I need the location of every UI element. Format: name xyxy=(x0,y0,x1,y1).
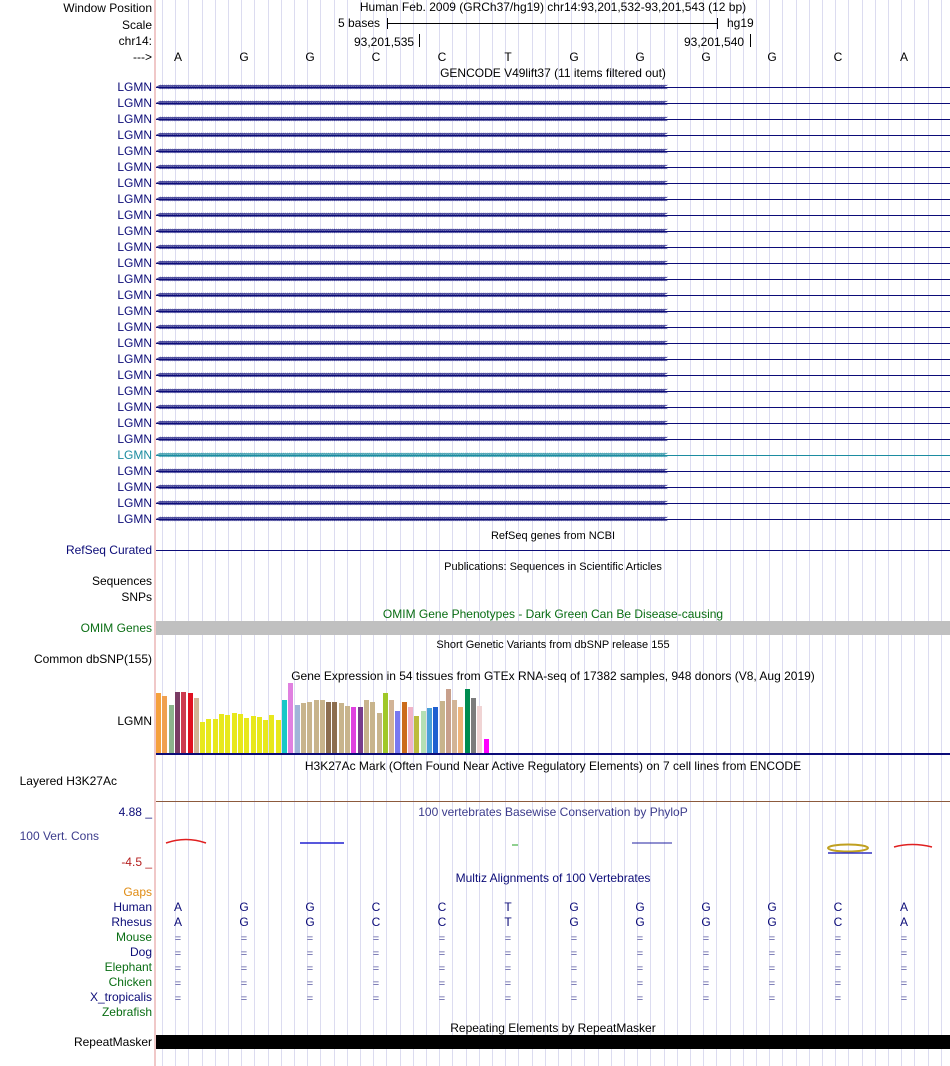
gtex-tissue-bar[interactable] xyxy=(257,717,262,753)
publications-track-title: Publications: Sequences in Scientific Articles xyxy=(444,561,662,573)
gtex-tissue-bar[interactable] xyxy=(263,720,268,753)
alignment-match-symbol: = xyxy=(372,933,380,945)
gene-strand-arrows: <<<<<<<<<<<<<<<<<<<<<<<<<<<<<<<<<<<<<<<<<<<<<<<<<<<<<<<<<<<<<<<<<<<<<<<<<<<<<<<<<<<<<<<<<<<<<<<<<<<<<<<<<<<<<<<<<<<<<<<<<<<<<<<<<<<<<<<<<<<<<<<<<<<<<<<<<<<<<<<<<<<<<<<<<<<<<<<<<<<<<<<<<<<<<<<<<<<<<<<<<<<<<<<<<<<<<<<<<<<<<<<<<<<<<<<<<<<<<<<<<<<<<<<<<<<<<<<<<<<< xyxy=(156,291,665,300)
alignment-match-symbol: = xyxy=(702,933,710,945)
alignment-base: C xyxy=(437,900,447,914)
alignment-match-symbol: = xyxy=(900,978,908,990)
gene-label-lgmn[interactable]: LGMN xyxy=(117,464,152,478)
gtex-tissue-bar[interactable] xyxy=(219,714,224,753)
gtex-tissue-bar[interactable] xyxy=(156,693,161,753)
alignment-match-symbol: = xyxy=(372,963,380,975)
dna-base: G xyxy=(701,50,711,64)
gene-label-lgmn[interactable]: LGMN xyxy=(117,368,152,382)
alignment-match-symbol: = xyxy=(900,948,908,960)
gtex-tissue-bar[interactable] xyxy=(351,707,356,753)
gene-strand-arrows: <<<<<<<<<<<<<<<<<<<<<<<<<<<<<<<<<<<<<<<<<<<<<<<<<<<<<<<<<<<<<<<<<<<<<<<<<<<<<<<<<<<<<<<<<<<<<<<<<<<<<<<<<<<<<<<<<<<<<<<<<<<<<<<<<<<<<<<<<<<<<<<<<<<<<<<<<<<<<<<<<<<<<<<<<<<<<<<<<<<<<<<<<<<<<<<<<<<<<<<<<<<<<<<<<<<<<<<<<<<<<<<<<<<<<<<<<<<<<<<<<<<<<<<<<<<<<<<<<<<< xyxy=(156,115,665,124)
gene-label-lgmn[interactable]: LGMN xyxy=(117,400,152,414)
gene-label-lgmn[interactable]: LGMN xyxy=(117,352,152,366)
position-tick-1 xyxy=(419,34,420,47)
species-human-label[interactable]: Human xyxy=(113,900,152,914)
gene-strand-arrows: <<<<<<<<<<<<<<<<<<<<<<<<<<<<<<<<<<<<<<<<<<<<<<<<<<<<<<<<<<<<<<<<<<<<<<<<<<<<<<<<<<<<<<<<<<<<<<<<<<<<<<<<<<<<<<<<<<<<<<<<<<<<<<<<<<<<<<<<<<<<<<<<<<<<<<<<<<<<<<<<<<<<<<<<<<<<<<<<<<<<<<<<<<<<<<<<<<<<<<<<<<<<<<<<<<<<<<<<<<<<<<<<<<<<<<<<<<<<<<<<<<<<<<<<<<<<<<<<<<<< xyxy=(156,275,665,284)
gtex-tissue-bar[interactable] xyxy=(383,693,388,753)
gene-strand-arrows: <<<<<<<<<<<<<<<<<<<<<<<<<<<<<<<<<<<<<<<<<<<<<<<<<<<<<<<<<<<<<<<<<<<<<<<<<<<<<<<<<<<<<<<<<<<<<<<<<<<<<<<<<<<<<<<<<<<<<<<<<<<<<<<<<<<<<<<<<<<<<<<<<<<<<<<<<<<<<<<<<<<<<<<<<<<<<<<<<<<<<<<<<<<<<<<<<<<<<<<<<<<<<<<<<<<<<<<<<<<<<<<<<<<<<<<<<<<<<<<<<<<<<<<<<<<<<<<<<<<< xyxy=(156,307,665,316)
omim-genes-label[interactable]: OMIM Genes xyxy=(80,621,152,635)
alignment-match-symbol: = xyxy=(834,963,842,975)
gene-label-lgmn[interactable]: LGMN xyxy=(117,112,152,126)
alignment-base: C xyxy=(833,915,843,929)
alignment-match-symbol: = xyxy=(768,963,776,975)
alignment-match-symbol: = xyxy=(900,993,908,1005)
alignment-match-symbol: = xyxy=(636,933,644,945)
gtex-tissue-bar[interactable] xyxy=(288,683,293,753)
gtex-tissue-bar[interactable] xyxy=(162,696,167,753)
alignment-base: T xyxy=(504,900,512,914)
alignment-match-symbol: = xyxy=(570,948,578,960)
gtex-tissue-bar[interactable] xyxy=(452,700,457,753)
alignment-match-symbol: = xyxy=(306,948,314,960)
alignment-match-symbol: = xyxy=(504,963,512,975)
alignment-base: G xyxy=(569,915,579,929)
alignment-match-symbol: = xyxy=(636,978,644,990)
alignment-match-symbol: = xyxy=(372,993,380,1005)
gtex-tissue-bar[interactable] xyxy=(326,702,331,753)
gene-label-lgmn[interactable]: LGMN xyxy=(117,384,152,398)
gtex-tissue-bar[interactable] xyxy=(433,707,438,753)
gene-strand-arrows: <<<<<<<<<<<<<<<<<<<<<<<<<<<<<<<<<<<<<<<<<<<<<<<<<<<<<<<<<<<<<<<<<<<<<<<<<<<<<<<<<<<<<<<<<<<<<<<<<<<<<<<<<<<<<<<<<<<<<<<<<<<<<<<<<<<<<<<<<<<<<<<<<<<<<<<<<<<<<<<<<<<<<<<<<<<<<<<<<<<<<<<<<<<<<<<<<<<<<<<<<<<<<<<<<<<<<<<<<<<<<<<<<<<<<<<<<<<<<<<<<<<<<<<<<<<<<<<<<<<< xyxy=(156,451,665,460)
gtex-tissue-bar[interactable] xyxy=(395,711,400,753)
alignment-match-symbol: = xyxy=(504,978,512,990)
gene-strand-arrows: <<<<<<<<<<<<<<<<<<<<<<<<<<<<<<<<<<<<<<<<<<<<<<<<<<<<<<<<<<<<<<<<<<<<<<<<<<<<<<<<<<<<<<<<<<<<<<<<<<<<<<<<<<<<<<<<<<<<<<<<<<<<<<<<<<<<<<<<<<<<<<<<<<<<<<<<<<<<<<<<<<<<<<<<<<<<<<<<<<<<<<<<<<<<<<<<<<<<<<<<<<<<<<<<<<<<<<<<<<<<<<<<<<<<<<<<<<<<<<<<<<<<<<<<<<<<<<<<<<<< xyxy=(156,323,665,332)
alignment-base: A xyxy=(899,900,908,914)
gene-label-lgmn[interactable]: LGMN xyxy=(117,432,152,446)
gtex-tissue-bar[interactable] xyxy=(295,705,300,753)
alignment-match-symbol: = xyxy=(570,933,578,945)
gene-label-lgmn[interactable]: LGMN xyxy=(117,336,152,350)
alignment-match-symbol: = xyxy=(702,963,710,975)
alignment-match-symbol: = xyxy=(306,993,314,1005)
dna-base: C xyxy=(437,50,447,64)
scale-bar xyxy=(387,23,718,24)
alignment-match-symbol: = xyxy=(636,948,644,960)
track-labels-column xyxy=(0,0,154,1066)
gene-strand-arrows: <<<<<<<<<<<<<<<<<<<<<<<<<<<<<<<<<<<<<<<<<<<<<<<<<<<<<<<<<<<<<<<<<<<<<<<<<<<<<<<<<<<<<<<<<<<<<<<<<<<<<<<<<<<<<<<<<<<<<<<<<<<<<<<<<<<<<<<<<<<<<<<<<<<<<<<<<<<<<<<<<<<<<<<<<<<<<<<<<<<<<<<<<<<<<<<<<<<<<<<<<<<<<<<<<<<<<<<<<<<<<<<<<<<<<<<<<<<<<<<<<<<<<<<<<<<<<<<<<<<< xyxy=(156,259,665,268)
alignment-match-symbol: = xyxy=(174,963,182,975)
alignment-match-symbol: = xyxy=(240,933,248,945)
dna-base: C xyxy=(833,50,843,64)
gene-label-lgmn[interactable]: LGMN xyxy=(117,144,152,158)
window-position-label[interactable]: Window Position xyxy=(63,1,152,15)
gene-label-lgmn[interactable]: LGMN xyxy=(117,80,152,94)
gene-strand-arrows: <<<<<<<<<<<<<<<<<<<<<<<<<<<<<<<<<<<<<<<<<<<<<<<<<<<<<<<<<<<<<<<<<<<<<<<<<<<<<<<<<<<<<<<<<<<<<<<<<<<<<<<<<<<<<<<<<<<<<<<<<<<<<<<<<<<<<<<<<<<<<<<<<<<<<<<<<<<<<<<<<<<<<<<<<<<<<<<<<<<<<<<<<<<<<<<<<<<<<<<<<<<<<<<<<<<<<<<<<<<<<<<<<<<<<<<<<<<<<<<<<<<<<<<<<<<<<<<<<<<< xyxy=(156,195,665,204)
gtex-tissue-bar[interactable] xyxy=(402,702,407,753)
alignment-base: G xyxy=(767,915,777,929)
gtex-tissue-bar[interactable] xyxy=(446,689,451,753)
gtex-tissue-bar[interactable] xyxy=(244,718,249,753)
alignment-match-symbol: = xyxy=(504,933,512,945)
alignment-match-symbol: = xyxy=(438,963,446,975)
alignment-base: T xyxy=(504,915,512,929)
gene-label-lgmn[interactable]: LGMN xyxy=(117,160,152,174)
gtex-tissue-bar[interactable] xyxy=(269,715,274,753)
gene-strand-arrows: <<<<<<<<<<<<<<<<<<<<<<<<<<<<<<<<<<<<<<<<<<<<<<<<<<<<<<<<<<<<<<<<<<<<<<<<<<<<<<<<<<<<<<<<<<<<<<<<<<<<<<<<<<<<<<<<<<<<<<<<<<<<<<<<<<<<<<<<<<<<<<<<<<<<<<<<<<<<<<<<<<<<<<<<<<<<<<<<<<<<<<<<<<<<<<<<<<<<<<<<<<<<<<<<<<<<<<<<<<<<<<<<<<<<<<<<<<<<<<<<<<<<<<<<<<<<<<<<<<<< xyxy=(156,211,665,220)
gtex-tissue-bar[interactable] xyxy=(332,702,337,753)
alignment-match-symbol: = xyxy=(768,993,776,1005)
phylop-signal[interactable] xyxy=(156,830,950,860)
gtex-tissue-bar[interactable] xyxy=(458,707,463,753)
alignment-match-symbol: = xyxy=(570,963,578,975)
gene-strand-arrows: <<<<<<<<<<<<<<<<<<<<<<<<<<<<<<<<<<<<<<<<<<<<<<<<<<<<<<<<<<<<<<<<<<<<<<<<<<<<<<<<<<<<<<<<<<<<<<<<<<<<<<<<<<<<<<<<<<<<<<<<<<<<<<<<<<<<<<<<<<<<<<<<<<<<<<<<<<<<<<<<<<<<<<<<<<<<<<<<<<<<<<<<<<<<<<<<<<<<<<<<<<<<<<<<<<<<<<<<<<<<<<<<<<<<<<<<<<<<<<<<<<<<<<<<<<<<<<<<<<<< xyxy=(156,355,665,364)
alignment-match-symbol: = xyxy=(438,993,446,1005)
gtex-tissue-bar[interactable] xyxy=(358,707,363,753)
alignment-match-symbol: = xyxy=(174,978,182,990)
gene-strand-arrows: <<<<<<<<<<<<<<<<<<<<<<<<<<<<<<<<<<<<<<<<<<<<<<<<<<<<<<<<<<<<<<<<<<<<<<<<<<<<<<<<<<<<<<<<<<<<<<<<<<<<<<<<<<<<<<<<<<<<<<<<<<<<<<<<<<<<<<<<<<<<<<<<<<<<<<<<<<<<<<<<<<<<<<<<<<<<<<<<<<<<<<<<<<<<<<<<<<<<<<<<<<<<<<<<<<<<<<<<<<<<<<<<<<<<<<<<<<<<<<<<<<<<<<<<<<<<<<<<<<<< xyxy=(156,163,665,172)
gencode-track-title: GENCODE V49lift37 (11 items filtered out) xyxy=(440,66,666,80)
alignment-base: G xyxy=(239,900,249,914)
gene-label-lgmn[interactable]: LGMN xyxy=(117,496,152,510)
alignment-match-symbol: = xyxy=(570,978,578,990)
repeatmasker-bar[interactable] xyxy=(156,1035,950,1049)
alignment-base: C xyxy=(437,915,447,929)
alignment-match-symbol: = xyxy=(504,993,512,1005)
gtex-tissue-bar[interactable] xyxy=(427,708,432,753)
gene-label-lgmn[interactable]: LGMN xyxy=(117,272,152,286)
gene-label-lgmn[interactable]: LGMN xyxy=(117,176,152,190)
species-dog-label[interactable]: Dog xyxy=(129,945,152,959)
gtex-tissue-bar[interactable] xyxy=(465,689,470,753)
alignment-base: A xyxy=(899,915,908,929)
alignment-match-symbol: = xyxy=(372,948,380,960)
gene-label-lgmn[interactable]: LGMN xyxy=(117,256,152,270)
position-tick-2 xyxy=(750,34,751,47)
alignment-match-symbol: = xyxy=(702,948,710,960)
alignment-match-symbol: = xyxy=(504,948,512,960)
gene-strand-arrows: <<<<<<<<<<<<<<<<<<<<<<<<<<<<<<<<<<<<<<<<<<<<<<<<<<<<<<<<<<<<<<<<<<<<<<<<<<<<<<<<<<<<<<<<<<<<<<<<<<<<<<<<<<<<<<<<<<<<<<<<<<<<<<<<<<<<<<<<<<<<<<<<<<<<<<<<<<<<<<<<<<<<<<<<<<<<<<<<<<<<<<<<<<<<<<<<<<<<<<<<<<<<<<<<<<<<<<<<<<<<<<<<<<<<<<<<<<<<<<<<<<<<<<<<<<<<<<<<<<<< xyxy=(156,387,665,396)
gtex-baseline xyxy=(156,753,950,755)
snps-label[interactable]: SNPs xyxy=(121,590,152,604)
gtex-tissue-bar[interactable] xyxy=(200,722,205,753)
gtex-tissue-bar[interactable] xyxy=(320,700,325,753)
common-dbsnp-label[interactable]: Common dbSNP(155) xyxy=(33,652,152,666)
alignment-match-symbol: = xyxy=(834,993,842,1005)
gtex-tissue-bar[interactable] xyxy=(421,711,426,753)
alignment-match-symbol: = xyxy=(900,963,908,975)
species-zebrafish-label[interactable]: Zebrafish xyxy=(101,1005,152,1019)
dna-base: G xyxy=(239,50,249,64)
vert-cons-label[interactable]: 100 Vert. Cons xyxy=(19,829,99,843)
dna-base: A xyxy=(173,50,182,64)
species-elephant-label[interactable]: Elephant xyxy=(104,960,152,974)
alignment-match-symbol: = xyxy=(240,978,248,990)
alignment-base: G xyxy=(569,900,579,914)
gtex-tissue-bar[interactable] xyxy=(471,698,476,753)
alignment-base: C xyxy=(371,900,381,914)
gene-label-lgmn[interactable]: LGMN xyxy=(117,416,152,430)
alignment-base: G xyxy=(239,915,249,929)
gene-label-lgmn[interactable]: LGMN xyxy=(117,288,152,302)
species-chicken-label[interactable]: Chicken xyxy=(108,975,152,989)
gene-label-lgmn[interactable]: LGMN xyxy=(117,192,152,206)
gene-label-lgmn[interactable]: LGMN xyxy=(117,208,152,222)
alignment-base: A xyxy=(173,900,182,914)
gene-label-lgmn[interactable]: LGMN xyxy=(117,96,152,110)
scale-label[interactable]: Scale xyxy=(121,18,152,32)
alignment-match-symbol: = xyxy=(306,933,314,945)
cons-min-label: -4.5 _ xyxy=(121,855,152,869)
h3k27ac-track-title: H3K27Ac Mark (Often Found Near Active Regulatory Elements) on 7 cell lines from ENCODE xyxy=(304,759,802,773)
alignment-match-symbol: = xyxy=(834,978,842,990)
gene-strand-arrows: <<<<<<<<<<<<<<<<<<<<<<<<<<<<<<<<<<<<<<<<<<<<<<<<<<<<<<<<<<<<<<<<<<<<<<<<<<<<<<<<<<<<<<<<<<<<<<<<<<<<<<<<<<<<<<<<<<<<<<<<<<<<<<<<<<<<<<<<<<<<<<<<<<<<<<<<<<<<<<<<<<<<<<<<<<<<<<<<<<<<<<<<<<<<<<<<<<<<<<<<<<<<<<<<<<<<<<<<<<<<<<<<<<<<<<<<<<<<<<<<<<<<<<<<<<<<<<<<<<<< xyxy=(156,403,665,412)
scale-bases-text: 5 bases xyxy=(338,16,381,30)
gtex-tissue-bar[interactable] xyxy=(377,713,382,753)
phylop-peak-5 xyxy=(828,845,868,852)
gene-strand-arrows: <<<<<<<<<<<<<<<<<<<<<<<<<<<<<<<<<<<<<<<<<<<<<<<<<<<<<<<<<<<<<<<<<<<<<<<<<<<<<<<<<<<<<<<<<<<<<<<<<<<<<<<<<<<<<<<<<<<<<<<<<<<<<<<<<<<<<<<<<<<<<<<<<<<<<<<<<<<<<<<<<<<<<<<<<<<<<<<<<<<<<<<<<<<<<<<<<<<<<<<<<<<<<<<<<<<<<<<<<<<<<<<<<<<<<<<<<<<<<<<<<<<<<<<<<<<<<<<<<<<< xyxy=(156,435,665,444)
alignment-match-symbol: = xyxy=(174,948,182,960)
omim-track-title: OMIM Gene Phenotypes - Dark Green Can Be Disease-causing xyxy=(382,607,724,621)
dna-base: G xyxy=(569,50,579,64)
gene-strand-arrows: <<<<<<<<<<<<<<<<<<<<<<<<<<<<<<<<<<<<<<<<<<<<<<<<<<<<<<<<<<<<<<<<<<<<<<<<<<<<<<<<<<<<<<<<<<<<<<<<<<<<<<<<<<<<<<<<<<<<<<<<<<<<<<<<<<<<<<<<<<<<<<<<<<<<<<<<<<<<<<<<<<<<<<<<<<<<<<<<<<<<<<<<<<<<<<<<<<<<<<<<<<<<<<<<<<<<<<<<<<<<<<<<<<<<<<<<<<<<<<<<<<<<<<<<<<<<<<<<<<<< xyxy=(156,99,665,108)
gtex-gene-label[interactable]: LGMN xyxy=(117,714,152,728)
alignment-match-symbol: = xyxy=(372,978,380,990)
alignment-match-symbol: = xyxy=(240,993,248,1005)
gtex-tissue-bar[interactable] xyxy=(213,719,218,753)
sequences-label[interactable]: Sequences xyxy=(91,574,152,588)
repeatmasker-label[interactable]: RepeatMasker xyxy=(73,1035,152,1049)
alignment-match-symbol: = xyxy=(702,993,710,1005)
refseq-gene-line[interactable] xyxy=(156,550,950,551)
strand-arrow-label[interactable]: ---> xyxy=(133,50,152,64)
gene-label-lgmn[interactable]: LGMN xyxy=(117,304,152,318)
gene-label-lgmn[interactable]: LGMN xyxy=(117,224,152,238)
omim-gene-bar[interactable] xyxy=(156,621,950,635)
multiz-track-title: Multiz Alignments of 100 Vertebrates xyxy=(455,871,651,885)
gtex-track-title: Gene Expression in 54 tissues from GTEx RNA-seq of 17382 samples, 948 donors (V8, Aug 2019) xyxy=(291,669,815,683)
gtex-tissue-bar[interactable] xyxy=(389,700,394,753)
alignment-base: G xyxy=(767,900,777,914)
gtex-tissue-bar[interactable] xyxy=(194,698,199,753)
gtex-tissue-bar[interactable] xyxy=(477,706,482,753)
gene-strand-arrows: <<<<<<<<<<<<<<<<<<<<<<<<<<<<<<<<<<<<<<<<<<<<<<<<<<<<<<<<<<<<<<<<<<<<<<<<<<<<<<<<<<<<<<<<<<<<<<<<<<<<<<<<<<<<<<<<<<<<<<<<<<<<<<<<<<<<<<<<<<<<<<<<<<<<<<<<<<<<<<<<<<<<<<<<<<<<<<<<<<<<<<<<<<<<<<<<<<<<<<<<<<<<<<<<<<<<<<<<<<<<<<<<<<<<<<<<<<<<<<<<<<<<<<<<<<<<<<<<<<<< xyxy=(156,243,665,252)
gene-label-lgmn[interactable]: LGMN xyxy=(117,320,152,334)
gtex-tissue-bar[interactable] xyxy=(440,701,445,753)
dna-base: G xyxy=(767,50,777,64)
gene-strand-arrows: <<<<<<<<<<<<<<<<<<<<<<<<<<<<<<<<<<<<<<<<<<<<<<<<<<<<<<<<<<<<<<<<<<<<<<<<<<<<<<<<<<<<<<<<<<<<<<<<<<<<<<<<<<<<<<<<<<<<<<<<<<<<<<<<<<<<<<<<<<<<<<<<<<<<<<<<<<<<<<<<<<<<<<<<<<<<<<<<<<<<<<<<<<<<<<<<<<<<<<<<<<<<<<<<<<<<<<<<<<<<<<<<<<<<<<<<<<<<<<<<<<<<<<<<<<<<<<<<<<<< xyxy=(156,483,665,492)
gene-strand-arrows: <<<<<<<<<<<<<<<<<<<<<<<<<<<<<<<<<<<<<<<<<<<<<<<<<<<<<<<<<<<<<<<<<<<<<<<<<<<<<<<<<<<<<<<<<<<<<<<<<<<<<<<<<<<<<<<<<<<<<<<<<<<<<<<<<<<<<<<<<<<<<<<<<<<<<<<<<<<<<<<<<<<<<<<<<<<<<<<<<<<<<<<<<<<<<<<<<<<<<<<<<<<<<<<<<<<<<<<<<<<<<<<<<<<<<<<<<<<<<<<<<<<<<<<<<<<<<<<<<<<< xyxy=(156,339,665,348)
gene-label-lgmn[interactable]: LGMN xyxy=(117,240,152,254)
phylop-track-title: 100 vertebrates Basewise Conservation by PhyloP xyxy=(418,805,688,819)
alignment-match-symbol: = xyxy=(570,993,578,1005)
assembly-position-text: Human Feb. 2009 (GRCh37/hg19) chr14:93,201,532-93,201,543 (12 bp) xyxy=(359,0,747,14)
alignment-match-symbol: = xyxy=(702,978,710,990)
dbsnp-track-title: Short Genetic Variants from dbSNP release 155 xyxy=(436,639,670,651)
repeatmasker-track-title: Repeating Elements by RepeatMasker xyxy=(450,1021,656,1035)
gtex-tissue-bar[interactable] xyxy=(188,693,193,753)
alignment-base: G xyxy=(305,900,315,914)
alignment-match-symbol: = xyxy=(240,948,248,960)
alignment-match-symbol: = xyxy=(174,933,182,945)
chrom-label[interactable]: chr14: xyxy=(118,34,152,48)
alignment-match-symbol: = xyxy=(438,933,446,945)
dna-base: A xyxy=(899,50,908,64)
refseq-curated-label[interactable]: RefSeq Curated xyxy=(65,543,152,557)
gtex-tissue-bar[interactable] xyxy=(282,700,287,753)
gtex-tissue-bar[interactable] xyxy=(238,714,243,753)
gtex-tissue-bar[interactable] xyxy=(225,715,230,753)
gene-strand-arrows: <<<<<<<<<<<<<<<<<<<<<<<<<<<<<<<<<<<<<<<<<<<<<<<<<<<<<<<<<<<<<<<<<<<<<<<<<<<<<<<<<<<<<<<<<<<<<<<<<<<<<<<<<<<<<<<<<<<<<<<<<<<<<<<<<<<<<<<<<<<<<<<<<<<<<<<<<<<<<<<<<<<<<<<<<<<<<<<<<<<<<<<<<<<<<<<<<<<<<<<<<<<<<<<<<<<<<<<<<<<<<<<<<<<<<<<<<<<<<<<<<<<<<<<<<<<<<<<<<<<< xyxy=(156,131,665,140)
scale-bar-left-tick xyxy=(387,18,388,29)
alignment-match-symbol: = xyxy=(306,963,314,975)
alignment-base: G xyxy=(701,900,711,914)
alignment-base: C xyxy=(371,915,381,929)
db-label: hg19 xyxy=(727,16,754,30)
gtex-tissue-bar[interactable] xyxy=(301,703,306,753)
gtex-tissue-bar[interactable] xyxy=(175,692,180,753)
gtex-tissue-bar[interactable] xyxy=(206,719,211,753)
gene-strand-arrows: <<<<<<<<<<<<<<<<<<<<<<<<<<<<<<<<<<<<<<<<<<<<<<<<<<<<<<<<<<<<<<<<<<<<<<<<<<<<<<<<<<<<<<<<<<<<<<<<<<<<<<<<<<<<<<<<<<<<<<<<<<<<<<<<<<<<<<<<<<<<<<<<<<<<<<<<<<<<<<<<<<<<<<<<<<<<<<<<<<<<<<<<<<<<<<<<<<<<<<<<<<<<<<<<<<<<<<<<<<<<<<<<<<<<<<<<<<<<<<<<<<<<<<<<<<<<<<<<<<<< xyxy=(156,227,665,236)
gtex-tissue-bar[interactable] xyxy=(339,703,344,753)
gene-strand-arrows: <<<<<<<<<<<<<<<<<<<<<<<<<<<<<<<<<<<<<<<<<<<<<<<<<<<<<<<<<<<<<<<<<<<<<<<<<<<<<<<<<<<<<<<<<<<<<<<<<<<<<<<<<<<<<<<<<<<<<<<<<<<<<<<<<<<<<<<<<<<<<<<<<<<<<<<<<<<<<<<<<<<<<<<<<<<<<<<<<<<<<<<<<<<<<<<<<<<<<<<<<<<<<<<<<<<<<<<<<<<<<<<<<<<<<<<<<<<<<<<<<<<<<<<<<<<<<<<<<<<< xyxy=(156,147,665,156)
gene-strand-arrows: <<<<<<<<<<<<<<<<<<<<<<<<<<<<<<<<<<<<<<<<<<<<<<<<<<<<<<<<<<<<<<<<<<<<<<<<<<<<<<<<<<<<<<<<<<<<<<<<<<<<<<<<<<<<<<<<<<<<<<<<<<<<<<<<<<<<<<<<<<<<<<<<<<<<<<<<<<<<<<<<<<<<<<<<<<<<<<<<<<<<<<<<<<<<<<<<<<<<<<<<<<<<<<<<<<<<<<<<<<<<<<<<<<<<<<<<<<<<<<<<<<<<<<<<<<<<<<<<<<<< xyxy=(156,179,665,188)
gtex-tissue-bar[interactable] xyxy=(169,705,174,753)
gene-label-lgmn[interactable]: LGMN xyxy=(117,128,152,142)
alignment-base: C xyxy=(833,900,843,914)
refseq-track-title: RefSeq genes from NCBI xyxy=(490,530,616,542)
gtex-tissue-bar[interactable] xyxy=(408,707,413,753)
track-data-area[interactable] xyxy=(156,0,950,1066)
gene-label-lgmn[interactable]: LGMN xyxy=(117,448,152,462)
alignment-match-symbol: = xyxy=(438,948,446,960)
dna-base: G xyxy=(635,50,645,64)
dna-base: G xyxy=(305,50,315,64)
position-label-1: 93,201,535 xyxy=(354,35,415,49)
species-rhesus-label[interactable]: Rhesus xyxy=(111,915,152,929)
gtex-tissue-bar[interactable] xyxy=(181,692,186,753)
gene-strand-arrows: <<<<<<<<<<<<<<<<<<<<<<<<<<<<<<<<<<<<<<<<<<<<<<<<<<<<<<<<<<<<<<<<<<<<<<<<<<<<<<<<<<<<<<<<<<<<<<<<<<<<<<<<<<<<<<<<<<<<<<<<<<<<<<<<<<<<<<<<<<<<<<<<<<<<<<<<<<<<<<<<<<<<<<<<<<<<<<<<<<<<<<<<<<<<<<<<<<<<<<<<<<<<<<<<<<<<<<<<<<<<<<<<<<<<<<<<<<<<<<<<<<<<<<<<<<<<<<<<<<<< xyxy=(156,83,665,92)
gaps-label[interactable]: Gaps xyxy=(123,885,152,899)
gtex-tissue-bar[interactable] xyxy=(364,700,369,753)
gtex-tissue-bar[interactable] xyxy=(370,702,375,753)
gene-strand-arrows: <<<<<<<<<<<<<<<<<<<<<<<<<<<<<<<<<<<<<<<<<<<<<<<<<<<<<<<<<<<<<<<<<<<<<<<<<<<<<<<<<<<<<<<<<<<<<<<<<<<<<<<<<<<<<<<<<<<<<<<<<<<<<<<<<<<<<<<<<<<<<<<<<<<<<<<<<<<<<<<<<<<<<<<<<<<<<<<<<<<<<<<<<<<<<<<<<<<<<<<<<<<<<<<<<<<<<<<<<<<<<<<<<<<<<<<<<<<<<<<<<<<<<<<<<<<<<<<<<<<< xyxy=(156,371,665,380)
position-label-2: 93,201,540 xyxy=(684,35,745,49)
alignment-base: G xyxy=(305,915,315,929)
alignment-match-symbol: = xyxy=(768,933,776,945)
alignment-match-symbol: = xyxy=(768,978,776,990)
alignment-match-symbol: = xyxy=(240,963,248,975)
gene-strand-arrows: <<<<<<<<<<<<<<<<<<<<<<<<<<<<<<<<<<<<<<<<<<<<<<<<<<<<<<<<<<<<<<<<<<<<<<<<<<<<<<<<<<<<<<<<<<<<<<<<<<<<<<<<<<<<<<<<<<<<<<<<<<<<<<<<<<<<<<<<<<<<<<<<<<<<<<<<<<<<<<<<<<<<<<<<<<<<<<<<<<<<<<<<<<<<<<<<<<<<<<<<<<<<<<<<<<<<<<<<<<<<<<<<<<<<<<<<<<<<<<<<<<<<<<<<<<<<<<<<<<<< xyxy=(156,499,665,508)
gene-label-lgmn[interactable]: LGMN xyxy=(117,480,152,494)
scale-bar-right-tick xyxy=(717,18,718,29)
dna-base: C xyxy=(371,50,381,64)
gene-strand-arrows: <<<<<<<<<<<<<<<<<<<<<<<<<<<<<<<<<<<<<<<<<<<<<<<<<<<<<<<<<<<<<<<<<<<<<<<<<<<<<<<<<<<<<<<<<<<<<<<<<<<<<<<<<<<<<<<<<<<<<<<<<<<<<<<<<<<<<<<<<<<<<<<<<<<<<<<<<<<<<<<<<<<<<<<<<<<<<<<<<<<<<<<<<<<<<<<<<<<<<<<<<<<<<<<<<<<<<<<<<<<<<<<<<<<<<<<<<<<<<<<<<<<<<<<<<<<<<<<<<<<< xyxy=(156,467,665,476)
gtex-tissue-bar[interactable] xyxy=(414,716,419,753)
alignment-match-symbol: = xyxy=(768,948,776,960)
alignment-match-symbol: = xyxy=(834,948,842,960)
gene-label-lgmn[interactable]: LGMN xyxy=(117,512,152,526)
alignment-match-symbol: = xyxy=(438,978,446,990)
species-mouse-label[interactable]: Mouse xyxy=(115,930,152,944)
gene-strand-arrows: <<<<<<<<<<<<<<<<<<<<<<<<<<<<<<<<<<<<<<<<<<<<<<<<<<<<<<<<<<<<<<<<<<<<<<<<<<<<<<<<<<<<<<<<<<<<<<<<<<<<<<<<<<<<<<<<<<<<<<<<<<<<<<<<<<<<<<<<<<<<<<<<<<<<<<<<<<<<<<<<<<<<<<<<<<<<<<<<<<<<<<<<<<<<<<<<<<<<<<<<<<<<<<<<<<<<<<<<<<<<<<<<<<<<<<<<<<<<<<<<<<<<<<<<<<<<<<<<<<<< xyxy=(156,419,665,428)
gtex-tissue-bar[interactable] xyxy=(345,706,350,753)
alignment-base: A xyxy=(173,915,182,929)
dna-base: T xyxy=(504,50,512,64)
gtex-tissue-bar[interactable] xyxy=(232,713,237,753)
alignment-match-symbol: = xyxy=(636,993,644,1005)
h3k27ac-baseline xyxy=(156,801,950,802)
alignment-match-symbol: = xyxy=(306,978,314,990)
alignment-match-symbol: = xyxy=(834,933,842,945)
gtex-tissue-bar[interactable] xyxy=(484,739,489,753)
alignment-match-symbol: = xyxy=(174,993,182,1005)
gene-strand-arrows: <<<<<<<<<<<<<<<<<<<<<<<<<<<<<<<<<<<<<<<<<<<<<<<<<<<<<<<<<<<<<<<<<<<<<<<<<<<<<<<<<<<<<<<<<<<<<<<<<<<<<<<<<<<<<<<<<<<<<<<<<<<<<<<<<<<<<<<<<<<<<<<<<<<<<<<<<<<<<<<<<<<<<<<<<<<<<<<<<<<<<<<<<<<<<<<<<<<<<<<<<<<<<<<<<<<<<<<<<<<<<<<<<<<<<<<<<<<<<<<<<<<<<<<<<<<<<<<<<<<< xyxy=(156,515,665,524)
gtex-tissue-bar[interactable] xyxy=(251,716,256,753)
phylop-peak-1 xyxy=(166,840,206,844)
cons-max-label: 4.88 _ xyxy=(118,805,152,819)
gtex-tissue-bar[interactable] xyxy=(307,702,312,753)
alignment-base: G xyxy=(635,900,645,914)
alignment-base: G xyxy=(701,915,711,929)
alignment-base: G xyxy=(635,915,645,929)
layered-h3k27ac-label[interactable]: Layered H3K27Ac xyxy=(19,774,117,788)
gtex-tissue-bar[interactable] xyxy=(314,700,319,753)
gtex-tissue-bar[interactable] xyxy=(276,720,281,753)
alignment-match-symbol: = xyxy=(900,933,908,945)
phylop-peak-7 xyxy=(894,845,932,848)
species-x-tropicalis-label[interactable]: X_tropicalis xyxy=(89,990,152,1004)
alignment-match-symbol: = xyxy=(636,963,644,975)
